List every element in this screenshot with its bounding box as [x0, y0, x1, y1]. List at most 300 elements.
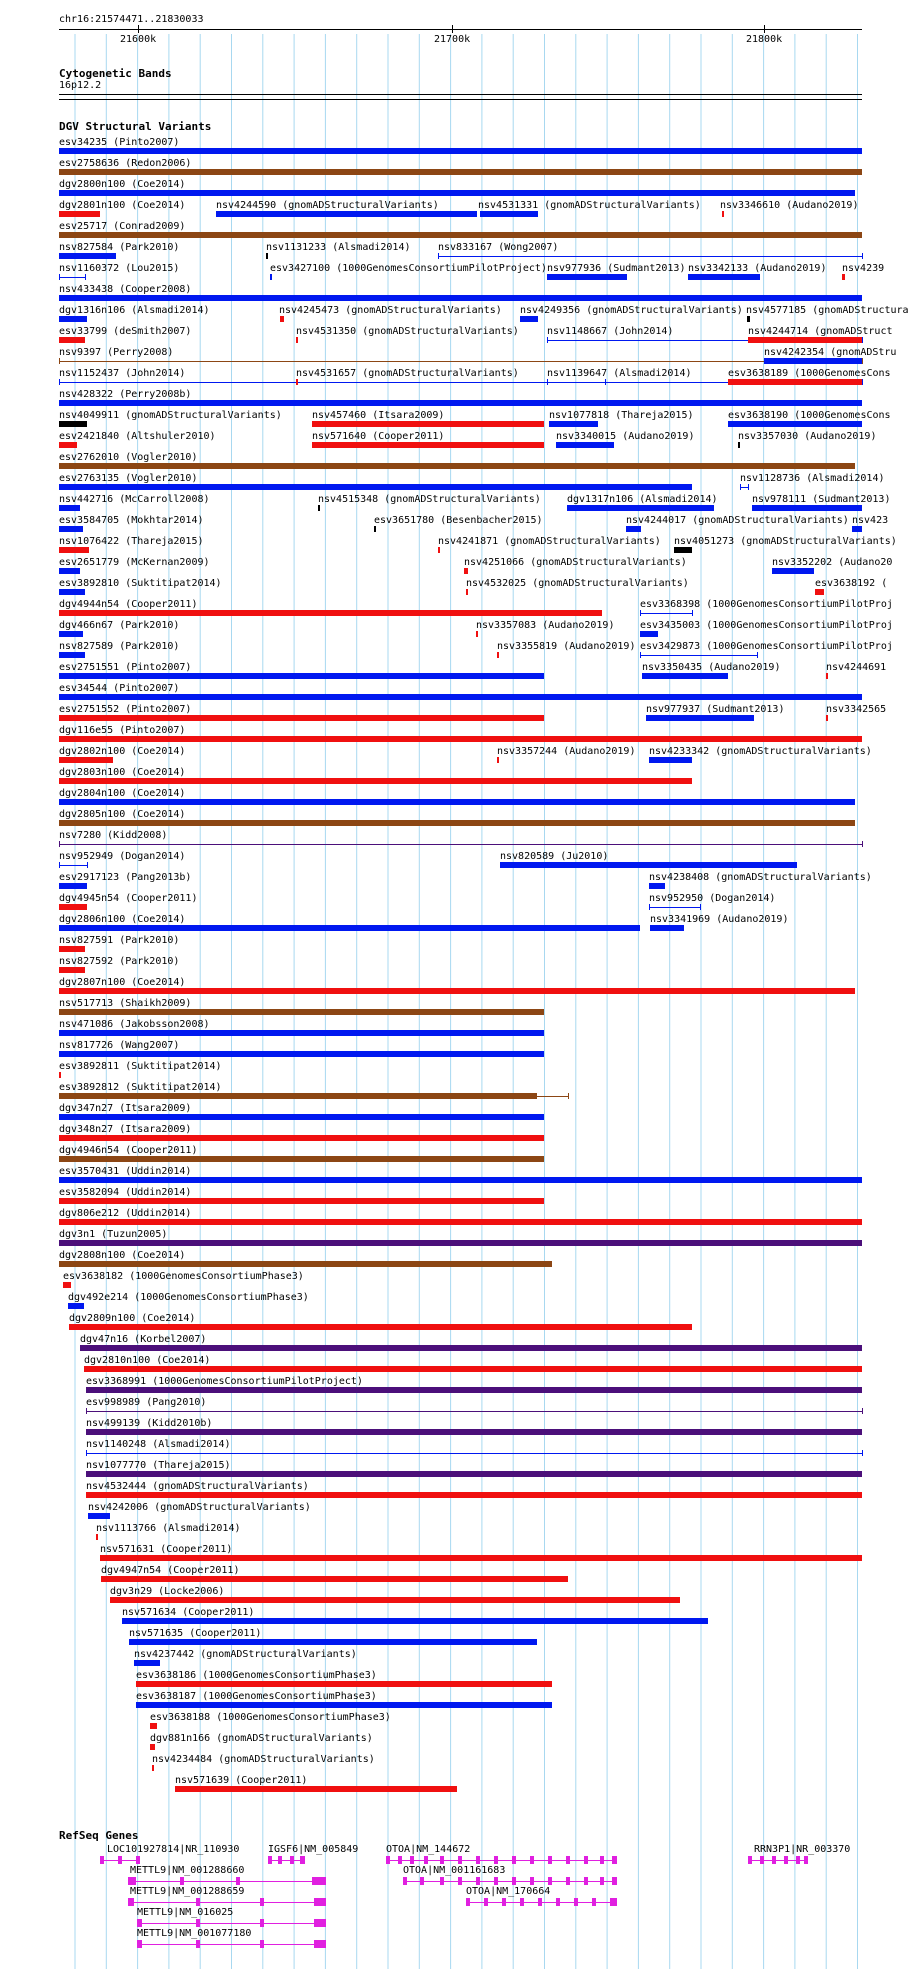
gene-exon[interactable]: [137, 1919, 142, 1927]
gene-exon[interactable]: [520, 1898, 524, 1906]
sv-bar[interactable]: [152, 1765, 154, 1771]
sv-bar[interactable]: [646, 715, 754, 721]
gene-exon[interactable]: [548, 1877, 552, 1885]
sv-bar[interactable]: [266, 253, 268, 259]
sv-bar[interactable]: [296, 337, 298, 343]
sv-label[interactable]: nsv4051273 (gnomADStructuralVariants): [674, 536, 897, 547]
sv-label[interactable]: nsv977937 (Sudmant2013): [646, 704, 785, 715]
gene-exon[interactable]: [180, 1877, 184, 1885]
sv-label[interactable]: esv33799 (deSmith2007): [59, 326, 192, 337]
gene-exon[interactable]: [136, 1856, 140, 1864]
sv-label[interactable]: nsv1139647 (Alsmadi2014): [547, 368, 692, 379]
sv-bar[interactable]: [59, 361, 862, 362]
sv-bar[interactable]: [122, 1618, 708, 1624]
sv-bar[interactable]: [100, 1555, 862, 1561]
sv-label[interactable]: dgv4944n54 (Cooper2011): [59, 599, 198, 610]
sv-bar[interactable]: [59, 442, 77, 448]
gene-label[interactable]: METTL9|NM_001288660: [130, 1865, 245, 1876]
sv-bar[interactable]: [476, 631, 478, 637]
sv-label[interactable]: nsv3355819 (Audano2019): [497, 641, 636, 652]
sv-label[interactable]: nsv4249356 (gnomADStructuralVariants): [520, 305, 743, 316]
gene-exon[interactable]: [476, 1877, 480, 1885]
gene-exon[interactable]: [592, 1898, 596, 1906]
sv-bar[interactable]: [59, 778, 692, 784]
sv-label[interactable]: dgv2803n100 (Coe2014): [59, 767, 186, 778]
sv-label[interactable]: nsv4242354 (gnomADStru: [764, 347, 897, 358]
sv-label[interactable]: nsv817726 (Wang2007): [59, 1040, 180, 1051]
sv-bar[interactable]: [59, 1051, 544, 1057]
sv-bar[interactable]: [59, 316, 87, 322]
gene-label[interactable]: OTOA|NM_144672: [386, 1844, 471, 1855]
sv-label[interactable]: nsv4244714 (gnomADStruct: [748, 326, 893, 337]
refseq-track-title[interactable]: RefSeq Genes: [59, 1829, 139, 1842]
sv-label[interactable]: dgv347n27 (Itsara2009): [59, 1103, 192, 1114]
sv-label[interactable]: nsv4233342 (gnomADStructuralVariants): [649, 746, 872, 757]
sv-bar[interactable]: [280, 316, 284, 322]
gene-exon[interactable]: [398, 1856, 402, 1864]
sv-bar[interactable]: [438, 256, 862, 257]
sv-label[interactable]: dgv3n29 (Locke2006): [110, 1586, 225, 1597]
sv-bar[interactable]: [63, 1282, 71, 1288]
gene-exon[interactable]: [530, 1877, 534, 1885]
gene-exon[interactable]: [440, 1856, 444, 1864]
sv-bar[interactable]: [84, 1366, 862, 1372]
sv-label[interactable]: nsv952950 (Dogan2014): [649, 893, 776, 904]
sv-bar[interactable]: [674, 547, 692, 553]
gene-label[interactable]: LOC101927814|NR_110930: [107, 1844, 240, 1855]
sv-label[interactable]: esv998989 (Pang2010): [86, 1397, 207, 1408]
sv-bar[interactable]: [150, 1744, 155, 1750]
sv-bar[interactable]: [649, 907, 700, 908]
sv-label[interactable]: nsv4251066 (gnomADStructuralVariants): [464, 557, 687, 568]
sv-bar[interactable]: [738, 442, 740, 448]
gene-exon[interactable]: [494, 1856, 498, 1864]
sv-label[interactable]: dgv4947n54 (Cooper2011): [101, 1565, 240, 1576]
sv-label[interactable]: nsv977936 (Sudmant2013): [547, 263, 686, 274]
sv-bar[interactable]: [59, 757, 113, 763]
sv-bar[interactable]: [59, 883, 87, 889]
sv-label[interactable]: esv2917123 (Pang2013b): [59, 872, 192, 883]
sv-bar[interactable]: [567, 505, 714, 511]
sv-label[interactable]: nsv3357083 (Audano2019): [476, 620, 615, 631]
sv-label[interactable]: nsv1160372 (Lou2015): [59, 263, 180, 274]
sv-bar[interactable]: [59, 694, 862, 700]
sv-label[interactable]: nsv3352202 (Audano20: [772, 557, 893, 568]
sv-bar[interactable]: [86, 1387, 862, 1393]
sv-label[interactable]: esv3638190 (1000GenomesCons: [728, 410, 891, 421]
sv-bar[interactable]: [134, 1660, 160, 1666]
sv-label[interactable]: nsv457460 (Itsara2009): [312, 410, 445, 421]
sv-bar[interactable]: [688, 274, 760, 280]
sv-label[interactable]: esv3427100 (1000GenomesConsortiumPilotProject): [270, 263, 547, 274]
sv-bar[interactable]: [740, 487, 748, 488]
sv-bar[interactable]: [556, 442, 614, 448]
sv-bar[interactable]: [59, 988, 855, 994]
sv-bar[interactable]: [136, 1702, 552, 1708]
sv-bar[interactable]: [59, 232, 862, 238]
sv-label[interactable]: dgv466n67 (Park2010): [59, 620, 180, 631]
sv-bar[interactable]: [374, 526, 376, 532]
sv-label[interactable]: esv3638186 (1000GenomesConsortiumPhase3): [136, 1670, 377, 1681]
sv-label[interactable]: esv3892810 (Suktitipat2014): [59, 578, 222, 589]
sv-label[interactable]: dgv806e212 (Uddin2014): [59, 1208, 192, 1219]
sv-label[interactable]: esv3892812 (Suktitipat2014): [59, 1082, 222, 1093]
sv-bar[interactable]: [520, 316, 538, 322]
sv-bar[interactable]: [640, 655, 757, 656]
sv-label[interactable]: esv3892811 (Suktitipat2014): [59, 1061, 222, 1072]
sv-bar[interactable]: [59, 337, 85, 343]
sv-bar[interactable]: [59, 169, 862, 175]
sv-label[interactable]: nsv827589 (Park2010): [59, 641, 180, 652]
gene-exon[interactable]: [584, 1877, 588, 1885]
sv-label[interactable]: dgv47n16 (Korbel2007): [80, 1334, 207, 1345]
sv-bar[interactable]: [59, 400, 862, 406]
gene-exon[interactable]: [100, 1856, 104, 1864]
sv-bar[interactable]: [59, 844, 862, 845]
sv-bar[interactable]: [536, 1096, 568, 1097]
sv-label[interactable]: nsv4241871 (gnomADStructuralVariants): [438, 536, 661, 547]
gene-exon[interactable]: [512, 1877, 516, 1885]
gene-intron-line[interactable]: [137, 1923, 326, 1924]
gene-exon[interactable]: [386, 1856, 390, 1864]
gene-exon[interactable]: [466, 1898, 470, 1906]
sv-bar[interactable]: [497, 757, 499, 763]
sv-bar[interactable]: [150, 1723, 157, 1729]
gene-exon[interactable]: [118, 1856, 122, 1864]
sv-label[interactable]: nsv423: [852, 515, 889, 526]
gene-intron-line[interactable]: [386, 1860, 617, 1861]
sv-bar[interactable]: [764, 358, 862, 364]
gene-exon[interactable]: [530, 1856, 534, 1864]
sv-label[interactable]: nsv3341969 (Audano2019): [650, 914, 789, 925]
sv-bar[interactable]: [59, 547, 89, 553]
sv-label[interactable]: esv3638182 (1000GenomesConsortiumPhase3): [63, 1271, 304, 1282]
sv-bar[interactable]: [650, 925, 684, 931]
sv-label[interactable]: nsv471086 (Jakobsson2008): [59, 1019, 210, 1030]
sv-label[interactable]: nsv827591 (Park2010): [59, 935, 180, 946]
sv-bar[interactable]: [59, 505, 80, 511]
gene-exon[interactable]: [128, 1877, 136, 1885]
sv-label[interactable]: nsv1128736 (Alsmadi2014): [740, 473, 885, 484]
sv-bar[interactable]: [59, 967, 85, 973]
sv-bar[interactable]: [852, 526, 862, 532]
sv-label[interactable]: nsv4531350 (gnomADStructuralVariants): [296, 326, 519, 337]
sv-label[interactable]: nsv4239: [842, 263, 885, 274]
gene-label[interactable]: METTL9|NM_016025: [137, 1907, 234, 1918]
gene-exon[interactable]: [574, 1898, 578, 1906]
gene-exon[interactable]: [196, 1919, 200, 1927]
sv-label[interactable]: nsv4237442 (gnomADStructuralVariants): [134, 1649, 357, 1660]
sv-label[interactable]: esv2763135 (Vogler2010): [59, 473, 198, 484]
sv-bar[interactable]: [59, 1135, 544, 1141]
sv-bar[interactable]: [59, 1093, 536, 1099]
gene-exon[interactable]: [748, 1856, 752, 1864]
sv-bar[interactable]: [86, 1453, 862, 1454]
sv-label[interactable]: nsv3357030 (Audano2019): [738, 431, 877, 442]
sv-label[interactable]: nsv517713 (Shaikh2009): [59, 998, 192, 1009]
sv-label[interactable]: esv2751551 (Pinto2007): [59, 662, 192, 673]
sv-bar[interactable]: [59, 820, 855, 826]
sv-label[interactable]: nsv4532025 (gnomADStructuralVariants): [466, 578, 689, 589]
sv-bar[interactable]: [59, 589, 85, 595]
sv-bar[interactable]: [747, 316, 750, 322]
sv-bar[interactable]: [497, 652, 499, 658]
sv-label[interactable]: nsv571639 (Cooper2011): [175, 1775, 308, 1786]
gene-exon[interactable]: [260, 1898, 264, 1906]
gene-intron-line[interactable]: [128, 1881, 326, 1882]
sv-bar[interactable]: [626, 526, 641, 532]
gene-exon[interactable]: [512, 1856, 516, 1864]
sv-label[interactable]: dgv2804n100 (Coe2014): [59, 788, 186, 799]
gene-exon[interactable]: [494, 1877, 498, 1885]
sv-bar[interactable]: [815, 589, 824, 595]
cyto-track-title[interactable]: Cytogenetic Bands: [59, 67, 172, 80]
sv-bar[interactable]: [748, 337, 862, 343]
gene-exon[interactable]: [772, 1856, 776, 1864]
sv-bar[interactable]: [640, 613, 692, 614]
gene-label[interactable]: RRN3P1|NR_003370: [754, 1844, 851, 1855]
sv-bar[interactable]: [642, 673, 728, 679]
sv-bar[interactable]: [59, 652, 85, 658]
sv-bar[interactable]: [59, 1240, 862, 1246]
gene-exon[interactable]: [268, 1856, 272, 1864]
sv-label[interactable]: nsv1131233 (Alsmadi2014): [266, 242, 411, 253]
gene-intron-line[interactable]: [128, 1902, 326, 1903]
sv-label[interactable]: dgv1316n106 (Alsmadi2014): [59, 305, 210, 316]
sv-bar[interactable]: [826, 715, 828, 721]
sv-label[interactable]: nsv4244590 (gnomADStructuralVariants): [216, 200, 439, 211]
gene-label[interactable]: OTOA|NM_001161683: [403, 1865, 506, 1876]
gene-exon[interactable]: [424, 1856, 428, 1864]
sv-bar[interactable]: [59, 946, 85, 952]
gene-exon[interactable]: [566, 1856, 570, 1864]
sv-label[interactable]: nsv1113766 (Alsmadi2014): [96, 1523, 241, 1534]
sv-label[interactable]: nsv1140248 (Alsmadi2014): [86, 1439, 231, 1450]
sv-label[interactable]: nsv833167 (Wong2007): [438, 242, 559, 253]
gene-exon[interactable]: [484, 1898, 488, 1906]
sv-label[interactable]: nsv433438 (Cooper2008): [59, 284, 192, 295]
gene-exon[interactable]: [236, 1877, 240, 1885]
sv-label[interactable]: nsv4238408 (gnomADStructuralVariants): [649, 872, 872, 883]
gene-label[interactable]: IGSF6|NM_005849: [268, 1844, 359, 1855]
sv-bar[interactable]: [59, 277, 85, 278]
sv-bar[interactable]: [59, 463, 855, 469]
sv-bar[interactable]: [136, 1681, 552, 1687]
sv-label[interactable]: esv3570431 (Uddin2014): [59, 1166, 192, 1177]
sv-bar[interactable]: [59, 673, 544, 679]
sv-label[interactable]: nsv4244691: [826, 662, 887, 673]
sv-bar[interactable]: [59, 568, 80, 574]
sv-label[interactable]: nsv9397 (Perry2008): [59, 347, 174, 358]
sv-label[interactable]: esv34235 (Pinto2007): [59, 137, 180, 148]
gene-exon[interactable]: [538, 1898, 542, 1906]
sv-label[interactable]: dgv116e55 (Pinto2007): [59, 725, 186, 736]
sv-bar[interactable]: [772, 568, 814, 574]
sv-bar[interactable]: [59, 1219, 862, 1225]
sv-label[interactable]: dgv492e214 (1000GenomesConsortiumPhase3): [68, 1292, 309, 1303]
sv-label[interactable]: esv3368991 (1000GenomesConsortiumPilotProject): [86, 1376, 363, 1387]
sv-bar[interactable]: [129, 1639, 537, 1645]
sv-bar[interactable]: [101, 1576, 568, 1582]
sv-bar[interactable]: [842, 274, 845, 280]
gene-exon[interactable]: [610, 1898, 617, 1906]
sv-label[interactable]: nsv3357244 (Audano2019): [497, 746, 636, 757]
sv-label[interactable]: esv2762010 (Vogler2010): [59, 452, 198, 463]
sv-label[interactable]: nsv4531657 (gnomADStructuralVariants): [296, 368, 519, 379]
sv-label[interactable]: nsv442716 (McCarroll2008): [59, 494, 210, 505]
sv-label[interactable]: nsv4234484 (gnomADStructuralVariants): [152, 1754, 375, 1765]
sv-label[interactable]: esv2751552 (Pinto2007): [59, 704, 192, 715]
gene-exon[interactable]: [600, 1856, 604, 1864]
sv-bar[interactable]: [59, 211, 100, 217]
sv-bar[interactable]: [59, 253, 116, 259]
sv-bar[interactable]: [500, 862, 797, 868]
gene-exon[interactable]: [612, 1877, 617, 1885]
sv-bar[interactable]: [547, 382, 605, 383]
sv-bar[interactable]: [59, 715, 544, 721]
sv-bar[interactable]: [86, 1429, 862, 1435]
sv-label[interactable]: dgv2800n100 (Coe2014): [59, 179, 186, 190]
sv-label[interactable]: dgv2809n100 (Coe2014): [69, 1313, 196, 1324]
sv-label[interactable]: nsv428322 (Perry2008b): [59, 389, 192, 400]
sv-bar[interactable]: [640, 631, 658, 637]
gene-exon[interactable]: [196, 1940, 200, 1948]
sv-label[interactable]: nsv1152437 (John2014): [59, 368, 186, 379]
sv-bar[interactable]: [59, 799, 855, 805]
sv-label[interactable]: esv2651779 (McKernan2009): [59, 557, 210, 568]
sv-label[interactable]: dgv2806n100 (Coe2014): [59, 914, 186, 925]
sv-label[interactable]: nsv4245473 (gnomADStructuralVariants): [279, 305, 502, 316]
sv-label[interactable]: dgv3n1 (Tuzun2005): [59, 1229, 168, 1240]
gene-exon[interactable]: [796, 1856, 800, 1864]
sv-label[interactable]: esv34544 (Pinto2007): [59, 683, 180, 694]
sv-bar[interactable]: [312, 442, 544, 448]
gene-exon[interactable]: [290, 1856, 294, 1864]
gene-exon[interactable]: [612, 1856, 617, 1864]
sv-label[interactable]: esv3429873 (1000GenomesConsortiumPilotProj: [640, 641, 893, 652]
sv-label[interactable]: esv2758636 (Redon2006): [59, 158, 192, 169]
sv-bar[interactable]: [59, 904, 87, 910]
sv-bar[interactable]: [312, 421, 544, 427]
sv-label[interactable]: esv25717 (Conrad2009): [59, 221, 186, 232]
gene-exon[interactable]: [458, 1856, 462, 1864]
sv-bar[interactable]: [549, 421, 598, 427]
sv-label[interactable]: nsv1148667 (John2014): [547, 326, 674, 337]
sv-bar[interactable]: [88, 1513, 110, 1519]
sv-bar[interactable]: [752, 505, 862, 511]
gene-label[interactable]: METTL9|NM_001077180: [137, 1928, 252, 1939]
sv-bar[interactable]: [86, 1471, 862, 1477]
sv-bar[interactable]: [80, 1345, 862, 1351]
sv-label[interactable]: esv3638187 (1000GenomesConsortiumPhase3): [136, 1691, 377, 1702]
sv-label[interactable]: nsv952949 (Dogan2014): [59, 851, 186, 862]
gene-exon[interactable]: [600, 1877, 604, 1885]
sv-label[interactable]: dgv881n166 (gnomADStructuralVariants): [150, 1733, 373, 1744]
sv-bar[interactable]: [59, 1261, 552, 1267]
sv-label[interactable]: nsv4244017 (gnomADStructuralVariants): [626, 515, 849, 526]
gene-exon[interactable]: [476, 1856, 480, 1864]
sv-bar[interactable]: [59, 295, 862, 301]
sv-bar[interactable]: [59, 190, 855, 196]
sv-label[interactable]: nsv1076422 (Thareja2015): [59, 536, 204, 547]
sv-label[interactable]: dgv2802n100 (Coe2014): [59, 746, 186, 757]
gene-exon[interactable]: [410, 1856, 414, 1864]
sv-bar[interactable]: [547, 274, 627, 280]
sv-bar[interactable]: [649, 757, 692, 763]
sv-label[interactable]: esv3435003 (1000GenomesConsortiumPilotProj: [640, 620, 893, 631]
sv-bar[interactable]: [318, 505, 320, 511]
sv-label[interactable]: nsv827584 (Park2010): [59, 242, 180, 253]
gene-exon[interactable]: [403, 1877, 407, 1885]
sv-label[interactable]: nsv4242006 (gnomADStructuralVariants): [88, 1502, 311, 1513]
gene-exon[interactable]: [440, 1877, 444, 1885]
gene-exon[interactable]: [312, 1877, 326, 1885]
sv-label[interactable]: dgv2810n100 (Coe2014): [84, 1355, 211, 1366]
gene-exon[interactable]: [314, 1940, 326, 1948]
sv-bar[interactable]: [464, 568, 468, 574]
gene-exon[interactable]: [548, 1856, 552, 1864]
sv-label[interactable]: nsv1077818 (Thareja2015): [549, 410, 694, 421]
sv-label[interactable]: nsv827592 (Park2010): [59, 956, 180, 967]
sv-bar[interactable]: [59, 865, 87, 866]
sv-label[interactable]: esv3638192 (: [815, 578, 888, 589]
sv-label[interactable]: nsv3340015 (Audano2019): [556, 431, 695, 442]
sv-label[interactable]: nsv1077770 (Thareja2015): [86, 1460, 231, 1471]
sv-label[interactable]: dgv4946n54 (Cooper2011): [59, 1145, 198, 1156]
sv-bar[interactable]: [216, 211, 477, 217]
sv-bar[interactable]: [649, 883, 665, 889]
gene-exon[interactable]: [420, 1877, 424, 1885]
sv-label[interactable]: dgv348n27 (Itsara2009): [59, 1124, 192, 1135]
sv-bar[interactable]: [826, 673, 828, 679]
gene-exon[interactable]: [458, 1877, 462, 1885]
gene-exon[interactable]: [260, 1940, 264, 1948]
gene-exon[interactable]: [314, 1898, 326, 1906]
dgv-track-title[interactable]: DGV Structural Variants: [59, 120, 212, 133]
sv-label[interactable]: nsv4531331 (gnomADStructuralVariants): [478, 200, 701, 211]
sv-label[interactable]: dgv1317n106 (Alsmadi2014): [567, 494, 718, 505]
sv-label[interactable]: dgv2807n100 (Coe2014): [59, 977, 186, 988]
sv-label[interactable]: esv2421840 (Altshuler2010): [59, 431, 216, 442]
sv-bar[interactable]: [270, 274, 272, 280]
sv-bar[interactable]: [175, 1786, 457, 1792]
sv-label[interactable]: nsv4515348 (gnomADStructuralVariants): [318, 494, 541, 505]
sv-bar[interactable]: [59, 526, 83, 532]
sv-bar[interactable]: [438, 547, 440, 553]
sv-bar[interactable]: [68, 1303, 84, 1309]
gene-exon[interactable]: [137, 1940, 142, 1948]
sv-bar[interactable]: [86, 1492, 862, 1498]
sv-label[interactable]: nsv571631 (Cooper2011): [100, 1544, 233, 1555]
sv-bar[interactable]: [69, 1324, 692, 1330]
gene-exon[interactable]: [566, 1877, 570, 1885]
sv-label[interactable]: nsv571635 (Cooper2011): [129, 1628, 262, 1639]
sv-bar[interactable]: [480, 211, 538, 217]
sv-bar[interactable]: [59, 925, 640, 931]
gene-exon[interactable]: [502, 1898, 506, 1906]
sv-bar[interactable]: [59, 1072, 61, 1078]
sv-bar[interactable]: [110, 1597, 680, 1603]
gene-exon[interactable]: [314, 1919, 326, 1927]
sv-bar[interactable]: [59, 1198, 544, 1204]
sv-label[interactable]: esv3638188 (1000GenomesConsortiumPhase3): [150, 1712, 391, 1723]
gene-exon[interactable]: [804, 1856, 808, 1864]
sv-bar[interactable]: [59, 1114, 544, 1120]
sv-bar[interactable]: [59, 484, 692, 490]
gene-exon[interactable]: [784, 1856, 788, 1864]
sv-label[interactable]: dgv2805n100 (Coe2014): [59, 809, 186, 820]
gene-label[interactable]: METTL9|NM_001288659: [130, 1886, 245, 1897]
